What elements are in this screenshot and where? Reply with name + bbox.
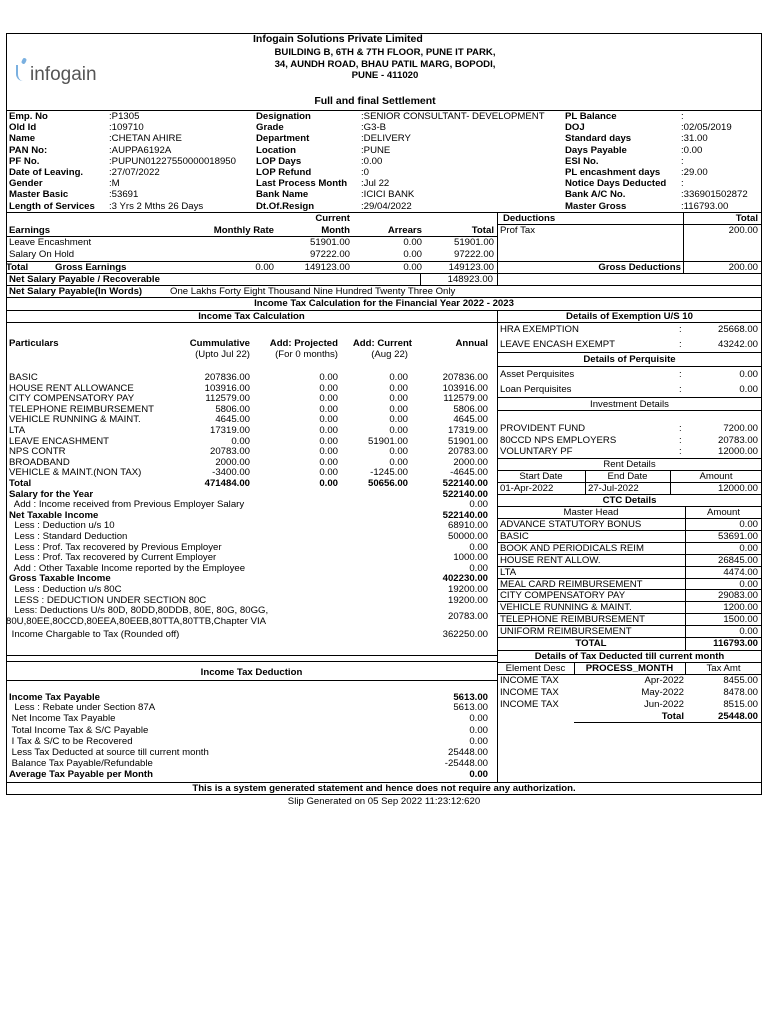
ctc-row-divider (497, 578, 762, 579)
tax-particular: TELEPHONE REIMBURSEMENT (9, 403, 154, 415)
rent-end-date: 27-Jul-2022 (588, 483, 639, 494)
tax-line-label: Add : Other Taxable Income reported by the Employee (9, 562, 246, 574)
tax-amount: 2000.00 (453, 456, 488, 468)
perquisite-label: Asset Perquisites (500, 369, 575, 380)
emp-info-value: :G3-B (361, 122, 387, 134)
current-header-2: Month (321, 225, 350, 236)
emp-info-label: Standard days (565, 133, 632, 145)
perquisite-title: Details of Perquisite (583, 354, 676, 365)
deductions-header: Deductions (503, 213, 556, 224)
tax-total-amount: 0.00 (319, 478, 338, 489)
tax-amount: 17319.00 (209, 425, 250, 436)
tax-particular: VEHICLE RUNNING & MAINT. (9, 414, 141, 426)
tds-element: INCOME TAX (500, 675, 559, 686)
tds-amount: 8455.00 (723, 675, 758, 686)
income-tax-calc-header: Income Tax Calculation (198, 311, 305, 322)
emp-info-value: :02/05/2019 (681, 122, 732, 134)
tds-total-label: Total (661, 711, 684, 722)
tax-deduction-label: Less Tax Deducted at source till current month (9, 747, 209, 758)
tds-tax-header: Tax Amt (706, 663, 741, 674)
tax-deduction-label: Average Tax Payable per Month (9, 769, 153, 781)
emp-info-value: :0 (361, 167, 370, 178)
earning-arrears: 0.00 (403, 237, 422, 248)
ctc-amount: 0.00 (739, 578, 758, 590)
ctc-head: BASIC (500, 530, 529, 542)
emp-info-value: :CHETAN AHIRE (109, 133, 182, 145)
emp-info-label: Bank Name (256, 189, 309, 201)
emp-info-label: Date of Leaving. (9, 167, 84, 178)
ctc-head: VEHICLE RUNNING & MAINT. (500, 602, 632, 614)
tax-amount: 0.00 (319, 414, 338, 426)
tax-deduction-label: I Tax & S/C to be Recovered (9, 735, 133, 747)
rent-amount: 12000.00 (717, 483, 758, 494)
tax-total-label: Total (9, 478, 32, 489)
emp-info-value: :AUPPA6192A (109, 144, 172, 156)
exemption-label: HRA EXEMPTION (500, 324, 579, 335)
earning-name: Salary On Hold (9, 248, 75, 260)
tax-line-value: 0.00 (469, 499, 488, 511)
tax-amount: 0.00 (389, 425, 408, 436)
emp-info-value: :29/04/2022 (361, 200, 412, 212)
emp-info-label: ESI No. (565, 155, 599, 167)
tax-total-amount: 522140.00 (442, 478, 488, 489)
investment-value: 7200.00 (723, 423, 758, 434)
tax-amount: 5806.00 (453, 403, 488, 415)
emp-info-value: :0.00 (681, 144, 703, 156)
emp-info-value: :M (109, 178, 120, 190)
total-label: Total (6, 262, 29, 273)
tax-amount: 0.00 (389, 446, 408, 458)
emp-info-label: Bank A/C No. (565, 189, 626, 201)
projected-subheader: (For 0 months) (275, 349, 338, 360)
tds-element: INCOME TAX (500, 687, 559, 698)
tax-particular: LEAVE ENCASHMENT (9, 435, 110, 447)
particulars-header: Particulars (9, 338, 59, 349)
tds-month: Jun-2022 (643, 699, 684, 710)
emp-info-label: Days Payable (565, 144, 627, 156)
tds-title: Details of Tax Deducted till current month (534, 651, 725, 662)
tax-line-value: 522140.00 (442, 509, 488, 521)
investment-label: PROVIDENT FUND (500, 423, 586, 434)
tax-deduction-label: Income Tax Payable (9, 692, 101, 703)
net-salary-label: Net Salary Payable / Recoverable (9, 274, 160, 285)
cumulative-header: Cummulative (189, 338, 250, 349)
salary-year-label: Salary for the Year (9, 488, 94, 500)
tax-particular: NPS CONTR (9, 446, 66, 458)
emp-info-value: :Jul 22 (361, 178, 390, 190)
emp-info-label: Dt.Of.Resign (256, 200, 315, 212)
emp-info-label: PL Balance (565, 111, 617, 122)
tax-amount: 0.00 (319, 467, 338, 479)
tds-amount: 8515.00 (723, 699, 758, 710)
rent-amount-header: Amount (699, 471, 733, 482)
tax-particular: BROADBAND (9, 456, 70, 468)
tax-amount: 0.00 (389, 372, 408, 383)
tax-deduction-value: -25448.00 (444, 758, 488, 770)
tax-amount: 0.00 (319, 446, 338, 458)
tax-amount: 0.00 (389, 456, 408, 468)
company-address-2: 34, AUNDH ROAD, BHAU PATIL MARG, BOPODI, (274, 59, 496, 70)
emp-info-value: :0.00 (361, 155, 383, 167)
tax-deduction-value: 0.00 (469, 735, 488, 747)
colon-separator: : (679, 446, 682, 457)
tax-line-value: 0.00 (469, 562, 488, 574)
tax-amount: 112579.00 (443, 393, 488, 405)
tax-particular: LTA (9, 425, 26, 436)
ctc-amount: 1500.00 (723, 614, 758, 626)
exemption-value: 25668.00 (717, 324, 758, 335)
emp-info-value: :31.00 (681, 133, 708, 145)
tax-amount: 4645.00 (453, 414, 488, 426)
current-header: Add: Current (352, 338, 412, 349)
tax-deduction-value: 25448.00 (447, 747, 488, 758)
perquisite-label: Loan Perquisites (500, 384, 572, 395)
tax-line-value: 402230.00 (442, 573, 488, 585)
tax-amount: 207836.00 (204, 372, 250, 383)
ctc-row-divider (497, 601, 762, 602)
tax-total-amount: 471484.00 (204, 478, 250, 489)
emp-info-value: :PUPUN01227550000018950 (109, 155, 236, 167)
colon-separator: : (679, 435, 682, 446)
colon-separator: : (679, 423, 682, 434)
tax-line-label: Less : Deduction u/s 10 (9, 520, 115, 532)
slip-generated: Slip Generated on 05 Sep 2022 11:23:12:620 (287, 796, 481, 807)
tds-month: May-2022 (641, 687, 684, 698)
tax-amount: 0.00 (319, 382, 338, 394)
tax-particular: BASIC (9, 372, 38, 383)
deductions-multi-label-2: 80U,80EE,80CCD,80EEA,80EEB,80TTA,80TTB,Chapter VIA (6, 615, 267, 627)
ctc-amount: 4474.00 (723, 566, 758, 578)
ctc-total-value: 116793.00 (713, 638, 758, 649)
earning-current: 51901.00 (309, 237, 350, 248)
emp-info-label: Notice Days Deducted (565, 178, 667, 190)
logo-text: infogain (30, 64, 97, 85)
total-header: Total (471, 225, 494, 236)
earnings-header: Earnings (9, 225, 51, 236)
emp-info-value: : (681, 178, 684, 190)
tax-line-label: Less : Prof. Tax recovered by Current Employer (9, 552, 217, 564)
cumulative-subheader: (Upto Jul 22) (195, 349, 250, 360)
tax-amount: 20783.00 (447, 446, 488, 458)
tax-line-label: Less : Standard Deduction (9, 531, 128, 542)
emp-info-value: :116793.00 (681, 200, 729, 212)
tax-deduction-value: 0.00 (469, 724, 488, 736)
ctc-head: MEAL CARD REIMBURSEMENT (500, 578, 643, 590)
emp-info-label: Master Basic (9, 189, 69, 201)
tax-line-label: Net Taxable Income (9, 509, 99, 521)
emp-info-value: :27/07/2022 (109, 167, 160, 178)
gross-rate: 0.00 (255, 262, 274, 273)
tax-line-label: Less : Deduction u/s 80C (9, 584, 122, 595)
emp-info-label: LOP Refund (256, 167, 312, 178)
emp-info-label: PF No. (9, 155, 40, 167)
colon-separator: : (679, 384, 682, 395)
investment-label: VOLUNTARY PF (500, 446, 573, 457)
tax-deduction-value: 0.00 (469, 769, 488, 781)
rent-start-date: 01-Apr-2022 (500, 483, 554, 494)
tax-amount: 2000.00 (215, 456, 250, 468)
company-address-1: BUILDING B, 6TH & 7TH FLOOR, PUNE IT PARK, (274, 47, 496, 58)
system-note: This is a system generated statement and hence does not require any authorization. (192, 783, 576, 794)
investment-value: 20783.00 (717, 435, 758, 446)
ctc-row-divider (497, 518, 762, 519)
tax-deduction-label: Net Income Tax Payable (9, 713, 116, 725)
ctc-total-label: TOTAL (575, 638, 607, 649)
colon-separator: : (679, 339, 682, 350)
tax-line-value: 19200.00 (447, 594, 488, 606)
ctc-row-divider (497, 542, 762, 543)
ctc-master-head-header: Master Head (563, 507, 619, 518)
tax-amount: 112579.00 (205, 393, 250, 405)
tax-amount: 17319.00 (447, 425, 488, 436)
deductions-multi-label: Less: Deductions U/s 80D, 80DD,80DDB, 80E, 80G, 80GG, (9, 605, 269, 617)
tax-line-value: 1000.00 (453, 552, 488, 564)
tax-amount: 0.00 (319, 372, 338, 383)
ctc-row-divider (497, 566, 762, 567)
emp-info-value: :PUNE (361, 144, 391, 156)
earning-current: 97222.00 (309, 248, 350, 260)
exemption-value: 43242.00 (717, 339, 758, 350)
emp-info-label: Location (256, 144, 296, 156)
chargeable-income-value: 362250.00 (442, 628, 488, 640)
document-title: Full and final Settlement (314, 95, 436, 107)
rent-title: Rent Details (603, 459, 656, 470)
tax-line-value: 50000.00 (447, 531, 488, 542)
tax-amount: -4645.00 (450, 467, 488, 479)
ctc-head: TELEPHONE REIMBURSEMENT (500, 614, 645, 626)
tax-total-amount: 50656.00 (367, 478, 408, 489)
emp-info-label: Gender (9, 178, 43, 190)
emp-info-value: : (681, 155, 684, 167)
tax-line-label: Add : Income received from Previous Employer Salary (9, 499, 245, 511)
tax-amount: 0.00 (389, 414, 408, 426)
current-subheader: (Aug 22) (371, 349, 408, 360)
tax-deduction-value: 5613.00 (453, 692, 488, 703)
ctc-amount: 0.00 (739, 542, 758, 554)
arrears-header: Arrears (387, 225, 422, 236)
ctc-head: HOUSE RENT ALLOW. (500, 554, 601, 566)
emp-info-label: Master Gross (565, 200, 627, 212)
tax-deduction-value: 0.00 (469, 713, 488, 725)
ctc-row-divider (497, 613, 762, 614)
gross-arrears: 0.00 (403, 262, 422, 273)
emp-info-value: :SENIOR CONSULTANT- DEVELOPMENT (361, 111, 545, 122)
net-salary-value: 148923.00 (447, 274, 493, 285)
tax-particular: CITY COMPENSATORY PAY (9, 393, 135, 405)
emp-info-value: :53691 (109, 189, 139, 201)
tax-amount: 103916.00 (442, 382, 488, 394)
ctc-amount: 0.00 (739, 626, 758, 638)
ctc-amount-header: Amount (706, 507, 741, 518)
emp-info-label: PL encashment days (565, 167, 661, 178)
tax-amount: 0.00 (389, 382, 408, 394)
ctc-row-divider (497, 530, 762, 531)
company-name: Infogain Solutions Private Limited (253, 33, 423, 45)
deduction-amount: 200.00 (728, 225, 758, 236)
tax-calculation-title: Income Tax Calculation for the Financial Year 2022 - 2023 (254, 298, 514, 309)
tax-particular: VEHICLE & MAINT.(NON TAX) (9, 467, 142, 479)
tax-amount: 51901.00 (367, 435, 408, 447)
emp-info-label: Old Id (9, 122, 37, 134)
ctc-amount: 53691.00 (717, 530, 758, 542)
gross-deductions-label: Gross Deductions (598, 262, 681, 273)
ctc-row-divider (497, 554, 762, 555)
investment-label: 80CCD NPS EMPLOYERS (500, 435, 617, 446)
tax-amount: 103916.00 (204, 382, 250, 394)
ctc-row-divider (497, 589, 762, 590)
emp-info-label: Emp. No (9, 111, 48, 122)
emp-info-label: DOJ (565, 122, 585, 134)
infogain-logo (8, 56, 98, 90)
emp-info-value: :336901502872 (681, 189, 748, 201)
gross-deductions-value: 200.00 (728, 262, 758, 273)
earning-name: Leave Encashment (9, 237, 92, 248)
tax-amount: 5806.00 (215, 403, 250, 415)
emp-info-label: LOP Days (256, 155, 302, 167)
tax-line-label: LESS : DEDUCTION UNDER SECTION 80C (9, 594, 207, 606)
logo-dot-icon (21, 57, 27, 64)
tax-line-value: 19200.00 (447, 584, 488, 595)
ctc-amount: 29083.00 (717, 590, 758, 602)
perquisite-value: 0.00 (739, 369, 758, 380)
tds-month-header: PROCESS_MONTH (585, 663, 674, 674)
tax-deduction-label: Balance Tax Payable/Refundable (9, 758, 153, 770)
tax-amount: -1245.00 (370, 467, 408, 479)
income-tax-deduction-header: Income Tax Deduction (200, 667, 303, 678)
ctc-amount: 0.00 (739, 519, 758, 530)
chargeable-income-label: Income Chargable to Tax (Rounded off) (9, 628, 180, 640)
tds-total-value: 25448.00 (717, 711, 758, 722)
tax-deduction-label: Total Income Tax & S/C Payable (9, 724, 149, 736)
emp-info-value: :DELIVERY (361, 133, 411, 145)
gross-total: 149123.00 (448, 262, 494, 273)
tds-month: Apr-2022 (644, 675, 684, 686)
rent-start-header: Start Date (519, 471, 563, 482)
ctc-head: UNIFORM REIMBURSEMENT (500, 626, 632, 638)
emp-info-value: :P1305 (109, 111, 140, 122)
ctc-head: ADVANCE STATUTORY BONUS (500, 519, 642, 530)
tax-line-value: 0.00 (469, 541, 488, 553)
emp-info-label: Designation (256, 111, 311, 122)
gross-earnings-label: Gross Earnings (55, 262, 127, 273)
ctc-head: CITY COMPENSATORY PAY (500, 590, 626, 602)
salary-year-value: 522140.00 (442, 488, 488, 500)
colon-separator: : (679, 369, 682, 380)
earning-arrears: 0.00 (403, 248, 422, 260)
tax-amount: 0.00 (319, 425, 338, 436)
ctc-row-divider (497, 625, 762, 626)
annual-header: Annual (455, 338, 488, 349)
emp-info-label: Department (256, 133, 310, 145)
tax-deduction-value: 5613.00 (453, 702, 488, 714)
tax-amount: 0.00 (319, 456, 338, 468)
tax-deduction-label: Less : Rebate under Section 87A (9, 702, 156, 714)
tax-amount: 4645.00 (215, 414, 250, 426)
exemption-title: Details of Exemption U/S 10 (566, 311, 693, 322)
ctc-title: CTC Details (602, 495, 657, 506)
tax-amount: 0.00 (389, 403, 408, 415)
ctc-amount: 26845.00 (717, 554, 758, 566)
deduction-name: Prof Tax (500, 225, 536, 236)
tax-amount: 0.00 (319, 435, 338, 447)
current-header-1: Current (315, 213, 350, 224)
investment-value: 12000.00 (717, 446, 758, 457)
emp-info-value: : (681, 111, 684, 122)
earning-total: 97222.00 (453, 248, 494, 260)
tax-amount: 51901.00 (447, 435, 488, 447)
emp-info-label: Name (9, 133, 36, 145)
deductions-multi-value: 20783.00 (447, 610, 488, 622)
tax-line-label: Less : Prof. Tax recovered by Previous Employer (9, 541, 222, 553)
tds-element-header: Element Desc (505, 663, 566, 674)
ctc-head: LTA (500, 566, 517, 578)
ctc-amount: 1200.00 (723, 602, 758, 614)
colon-separator: : (679, 324, 682, 335)
exemption-label: LEAVE ENCASH EXEMPT (500, 339, 615, 350)
projected-header: Add: Projected (269, 338, 338, 349)
emp-info-label: Last Process Month (256, 178, 348, 190)
company-address-3: PUNE - 411020 (351, 70, 419, 81)
tax-amount: 20783.00 (209, 446, 250, 458)
net-salary-words-label: Net Salary Payable(In Words) (9, 286, 143, 297)
rent-end-header: End Date (607, 471, 648, 482)
tax-amount: 0.00 (319, 403, 338, 415)
earning-total: 51901.00 (453, 237, 494, 248)
logo-stroke-icon (16, 65, 23, 81)
ctc-head: BOOK AND PERIODICALS REIM (500, 542, 644, 554)
tax-line-value: 68910.00 (447, 520, 488, 532)
emp-info-value: :109710 (109, 122, 144, 134)
tax-amount: 207836.00 (442, 372, 488, 383)
investment-title: Investment Details (590, 399, 669, 410)
deductions-total-header: Total (735, 213, 758, 224)
emp-info-value: :3 Yrs 2 Mths 26 Days (109, 200, 204, 212)
tax-line-label: Gross Taxable Income (9, 573, 111, 585)
tax-amount: -3400.00 (212, 467, 250, 479)
net-salary-words-value: One Lakhs Forty Eight Thousand Nine Hundred Twenty Three Only (170, 286, 456, 297)
monthly-rate-header: Monthly Rate (213, 225, 274, 236)
emp-info-label: PAN No: (9, 144, 48, 156)
emp-info-value: :ICICI BANK (361, 189, 415, 201)
tds-element: INCOME TAX (500, 699, 559, 710)
gross-current: 149123.00 (304, 262, 350, 273)
emp-info-label: Grade (256, 122, 284, 134)
emp-info-label: Length of Services (9, 200, 95, 212)
tax-amount: 0.00 (231, 435, 250, 447)
tax-amount: 0.00 (319, 393, 338, 405)
tds-amount: 8478.00 (723, 687, 758, 698)
emp-info-value: :29.00 (681, 167, 708, 178)
tax-particular: HOUSE RENT ALLOWANCE (9, 382, 134, 394)
tax-amount: 0.00 (389, 393, 408, 405)
perquisite-value: 0.00 (739, 384, 758, 395)
